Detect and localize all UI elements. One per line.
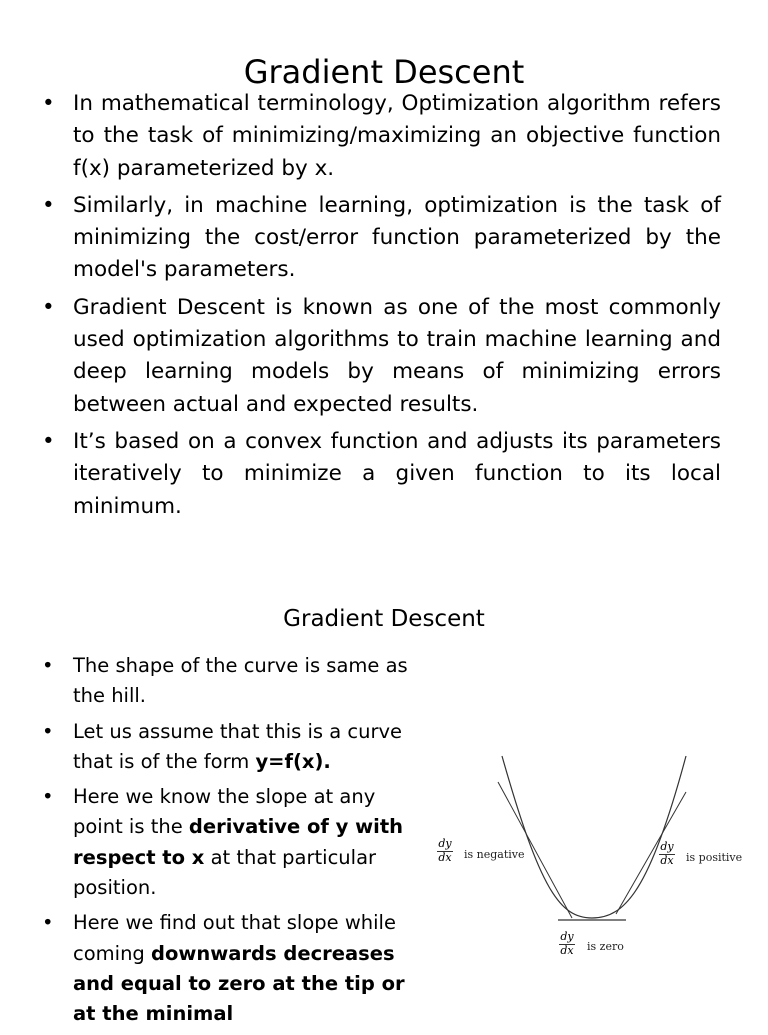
positive-slope-label: is positive bbox=[686, 851, 743, 864]
bullet-text: at that particular position. bbox=[73, 845, 377, 900]
bullet-item bbox=[40, 782, 410, 903]
zero-slope-label: is zero bbox=[587, 940, 624, 953]
bullet-item: • It’s based on a convex function and adjusts its parameters iteratively to minimize a given function to its local minimum. bbox=[40, 426, 721, 523]
slide-title: Gradient Descent bbox=[243, 53, 525, 92]
negative-slope-label: is negative bbox=[464, 848, 525, 861]
bullet-text-bold: downwards decreases and equal to zero at the tip or at the minimal bbox=[73, 941, 405, 1026]
bullet-text-bold: y=f(x). bbox=[255, 749, 331, 773]
derivative-symbol-bottom: $\frac{dy}{dx}$ bbox=[560, 930, 574, 957]
bullet-item bbox=[40, 717, 410, 778]
bullet-list bbox=[40, 88, 721, 528]
derivative-symbol-left: $\frac{dy}{dx}$ bbox=[438, 837, 452, 864]
bullet-item bbox=[40, 651, 410, 712]
bullet-list-2 bbox=[40, 651, 410, 1035]
bullet-item: • In mathematical terminology, Optimization algorithm refers to the task of minimizing/maximizing an objective function f(x) parameterized by x. bbox=[40, 88, 721, 185]
bullet-item bbox=[40, 908, 410, 1029]
slide-title-2: Gradient Descent bbox=[283, 606, 485, 632]
bullet-text-bold: derivative of y with respect to x bbox=[73, 815, 404, 869]
bullet-text: Let us assume that this is a curve that is of the form bbox=[73, 719, 403, 773]
convex-curve bbox=[502, 756, 686, 918]
derivative-symbol-right: $\frac{dy}{dx}$ bbox=[660, 840, 674, 867]
bullet-text: Here we know the slope at any point is the bbox=[73, 785, 376, 839]
bullet-text: The shape of the curve is same as the hill. bbox=[73, 654, 408, 708]
convex-curve-figure bbox=[420, 740, 760, 980]
bullet-item: • Gradient Descent is known as one of the most commonly used optimization algorithms to train machine learning and deep learning models by means of minimizing errors between actual and expected results. bbox=[40, 292, 721, 421]
bullet-item: • Similarly, in machine learning, optimization is the task of minimizing the cost/error function parameterized by the model's parameters. bbox=[40, 190, 721, 287]
bullet-text: Here we find out that slope while coming bbox=[73, 911, 396, 965]
right-tangent-line bbox=[616, 792, 686, 914]
